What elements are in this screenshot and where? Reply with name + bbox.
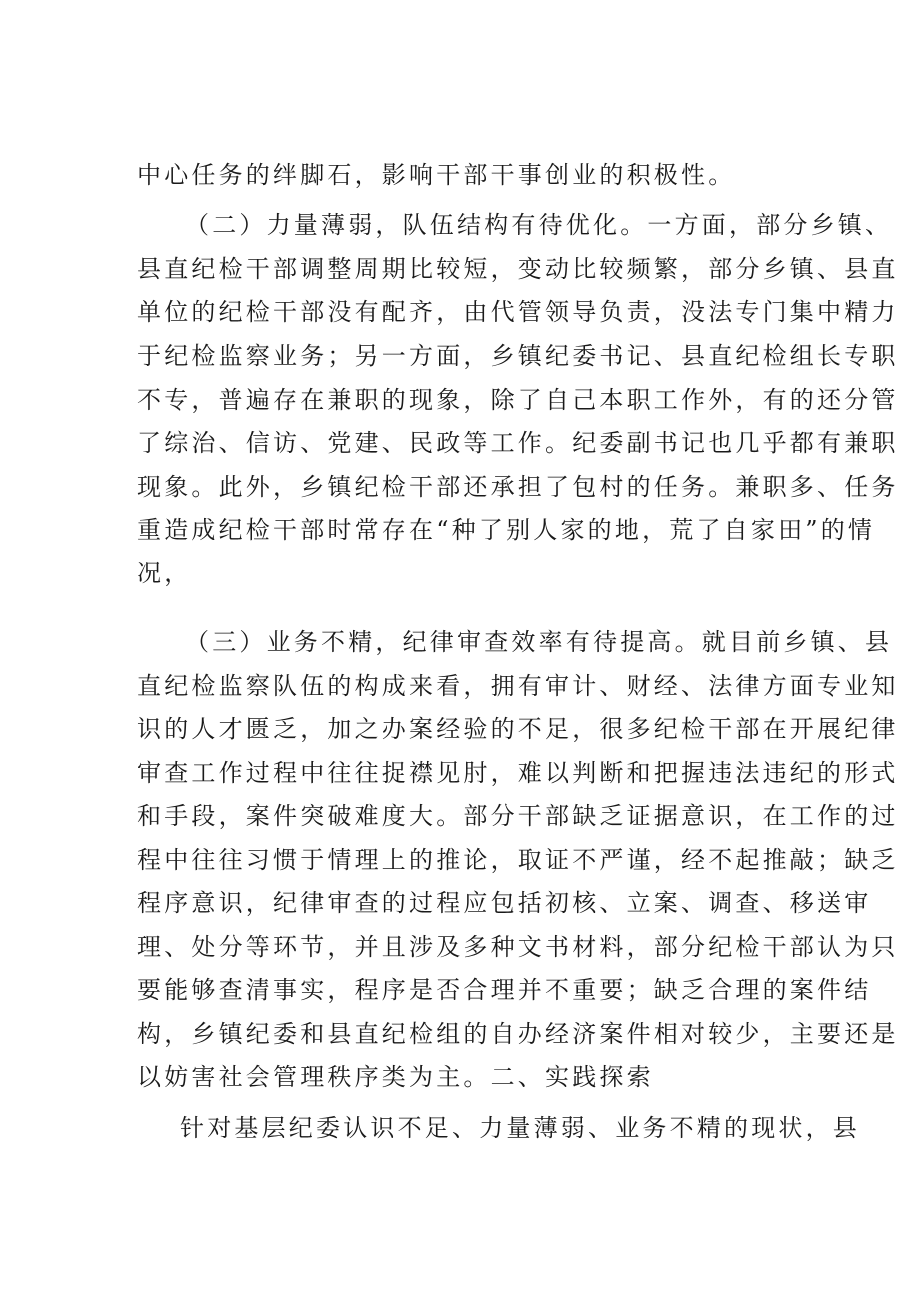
text-line: 于纪检监察业务；另一方面，乡镇纪委书记、县直纪检组长专职 — [137, 342, 899, 370]
text-line: 理、处分等环节，并且涉及多种文书材料，部分纪检干部认为只 — [137, 933, 899, 961]
text-line: 不专，普遍存在兼职的现象，除了自己本职工作外，有的还分管 — [137, 386, 899, 414]
text-line: 和手段，案件突破难度大。部分干部缺乏证据意识，在工作的过 — [137, 802, 899, 830]
text-line: 重造成纪检干部时常存在“种了别人家的地，荒了自家田”的情 — [137, 516, 876, 544]
text-line: 审查工作过程中往往捉襟见肘，难以判断和把握违法违纪的形式 — [137, 759, 899, 787]
text-line: 现象。此外，乡镇纪检干部还承担了包村的任务。兼职多、任务 — [137, 473, 899, 501]
text-line: 识的人才匮乏，加之办案经验的不足，很多纪检干部在开展纪律 — [137, 715, 899, 743]
text-line: 针对基层纪委认识不足、力量薄弱、业务不精的现状，县 — [180, 1114, 860, 1142]
text-line: 况， — [137, 559, 192, 587]
text-line: 要能够查清事实，程序是否合理并不重要；缺乏合理的案件结 — [137, 976, 872, 1004]
text-line: 以妨害社会管理秩序类为主。二、实践探索 — [137, 1063, 654, 1091]
text-line: 中心任务的绊脚石，影响干部干事创业的积极性。 — [137, 161, 736, 189]
text-line: 构，乡镇纪委和县直纪检组的自办经济案件相对较少，主要还是 — [137, 1020, 899, 1048]
text-line: （三）业务不精，纪律审查效率有待提高。就目前乡镇、县 — [185, 628, 893, 656]
text-line: （二）力量薄弱，队伍结构有待优化。一方面，部分乡镇、 — [185, 211, 893, 239]
text-line: 直纪检监察队伍的构成来看，拥有审计、财经、法律方面专业知 — [137, 672, 899, 700]
text-line: 程中往往习惯于情理上的推论，取证不严谨，经不起推敲；缺乏 — [137, 846, 899, 874]
text-line: 程序意识，纪律审查的过程应包括初核、立案、调查、移送审 — [137, 889, 872, 917]
text-line: 县直纪检干部调整周期比较短，变动比较频繁，部分乡镇、县直 — [137, 255, 899, 283]
text-line: 了综治、信访、党建、民政等工作。纪委副书记也几乎都有兼职 — [137, 429, 899, 457]
text-line: 单位的纪检干部没有配齐，由代管领导负责，没法专门集中精力 — [137, 298, 899, 326]
